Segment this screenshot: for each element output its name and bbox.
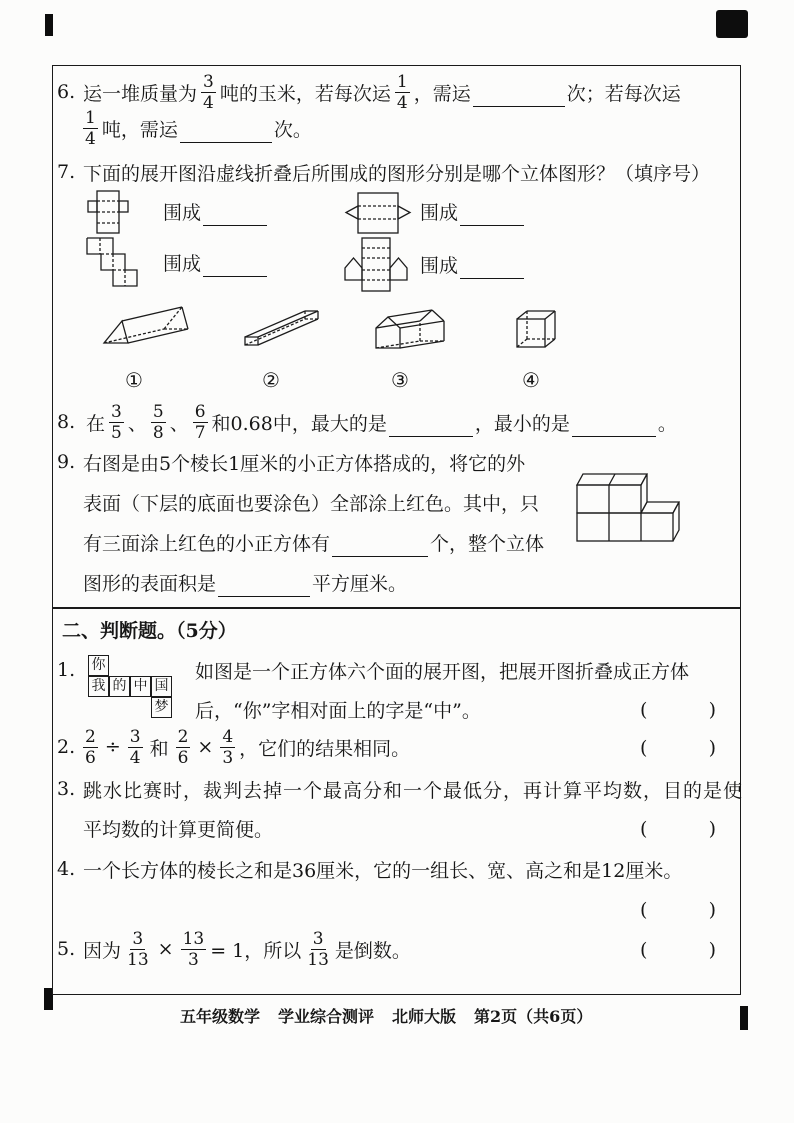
q9-text-4a: 图形的表面积是 bbox=[83, 572, 217, 595]
q9-line-3 bbox=[83, 522, 544, 562]
q6-answer-blank-2 bbox=[180, 118, 272, 143]
q8-text-b: 和0.68中，最大的是 bbox=[211, 412, 387, 435]
net-figure-c bbox=[85, 236, 139, 290]
q9-number: 9. bbox=[57, 451, 76, 473]
net-d-answer bbox=[420, 244, 526, 284]
net-cell-wo: 我 bbox=[88, 676, 109, 697]
q9-line-1 bbox=[57, 442, 525, 482]
j3-text-2: 平均数的计算更简便。 bbox=[83, 818, 274, 841]
q9-text-3a: 有三面涂上红色的小正方体有 bbox=[83, 532, 331, 555]
solid-label-4: ④ bbox=[522, 368, 540, 392]
footer-page-number: 第2页（共6页） bbox=[474, 1006, 593, 1026]
q6-number: 6. bbox=[57, 81, 76, 103]
j3-text-1: 跳水比赛时，裁判去掉一个最高分和一个最低分，再计算平均数，目的是使 bbox=[83, 779, 744, 802]
j2-and: 和 bbox=[149, 737, 169, 760]
q8-text-a: 在 bbox=[86, 412, 106, 435]
j3-line-1 bbox=[57, 769, 743, 809]
net-a-label: 围成 bbox=[163, 201, 202, 224]
net-cell-de: 的 bbox=[109, 676, 130, 697]
q6-text-b: 吨的玉米，若每次运 bbox=[219, 82, 391, 105]
q8-separator-2: 、 bbox=[169, 412, 189, 435]
j2-fraction-1: $\frac{2}{6}$ bbox=[85, 726, 96, 768]
registration-mark-top-right bbox=[716, 10, 748, 38]
net-cell-ni: 你 bbox=[88, 655, 109, 676]
net-b-answer bbox=[420, 191, 526, 231]
registration-mark-top-left bbox=[45, 14, 53, 36]
net-a-blank bbox=[203, 201, 267, 226]
net-figure-a bbox=[85, 188, 135, 236]
j5-fraction-1: $\frac{3}{13}$ bbox=[127, 928, 149, 970]
j2-text: ，它们的结果相同。 bbox=[239, 737, 411, 760]
q9-text-4b: 平方厘米。 bbox=[312, 572, 408, 595]
j5-text-a: 因为 bbox=[83, 939, 122, 962]
solid-label-1: ① bbox=[125, 368, 143, 392]
q6-text-d: 次；若每次运 bbox=[566, 82, 681, 105]
q7-number: 7. bbox=[57, 161, 76, 183]
j5-fraction-3: $\frac{3}{13}$ bbox=[307, 928, 329, 970]
solid-triangular-prism bbox=[100, 303, 192, 349]
q8-separator-1: 、 bbox=[127, 412, 147, 435]
j2-line bbox=[57, 727, 410, 767]
q8-fraction-3: $\frac{6}{7}$ bbox=[194, 401, 206, 443]
q8-number: 8. bbox=[57, 411, 76, 433]
net-d-blank bbox=[460, 254, 524, 279]
q9-answer-blank-2 bbox=[218, 572, 310, 597]
j1-text-1: 如图是一个正方体六个面的展开图，把展开图折叠成正方体 bbox=[195, 660, 690, 683]
footer-test-name: 学业综合测评 bbox=[278, 1006, 375, 1026]
q6-line-2 bbox=[83, 108, 312, 148]
net-b-label: 围成 bbox=[420, 201, 459, 224]
j5-answer-parens: ( ) bbox=[640, 939, 716, 961]
solid-house-prism bbox=[372, 304, 450, 352]
j1-line-2 bbox=[195, 689, 481, 729]
q9-cube-stack-figure bbox=[573, 470, 683, 546]
j2-divide-sign: ÷ bbox=[104, 736, 121, 758]
j1-answer-parens: ( ) bbox=[640, 699, 716, 721]
j2-answer-parens: ( ) bbox=[640, 737, 716, 759]
q9-line-2 bbox=[83, 482, 539, 522]
j3-line-2 bbox=[83, 808, 273, 848]
net-cell-guo: 国 bbox=[151, 676, 172, 697]
q9-text-1: 右图是由5个棱长1厘米的小正方体搭成的，将它的外 bbox=[83, 452, 526, 475]
j1-text-2: 后，“你”字相对面上的字是“中”。 bbox=[195, 699, 481, 722]
net-figure-b bbox=[343, 190, 413, 236]
solid-label-2: ② bbox=[262, 368, 280, 392]
j5-fraction-2: $\frac{13}{3}$ bbox=[182, 928, 205, 970]
q8-text-c: ，最小的是 bbox=[474, 412, 570, 435]
j4-text: 一个长方体的棱长之和是36厘米，它的一组长、宽、高之和是12厘米。 bbox=[83, 859, 683, 882]
q8-fraction-1: $\frac{3}{5}$ bbox=[111, 401, 122, 443]
net-d-label: 围成 bbox=[420, 254, 459, 277]
j2-fraction-4: $\frac{4}{3}$ bbox=[222, 726, 234, 768]
j2-fraction-3: $\frac{2}{6}$ bbox=[177, 726, 189, 768]
j5-times-sign: × bbox=[157, 938, 174, 960]
net-figure-d bbox=[341, 236, 411, 294]
q6-fraction-1: $\frac{3}{4}$ bbox=[203, 71, 214, 113]
q6-fraction-2: $\frac{1}{4}$ bbox=[396, 71, 408, 113]
net-cell-zhong: 中 bbox=[130, 676, 151, 697]
j2-times-sign: × bbox=[197, 736, 214, 758]
j1-number: 1. bbox=[57, 659, 76, 681]
q9-answer-blank-1 bbox=[332, 532, 428, 557]
solid-label-3: ③ bbox=[391, 368, 409, 392]
cube-net-characters bbox=[88, 655, 178, 721]
net-c-label: 围成 bbox=[163, 252, 202, 275]
q9-text-2: 表面（下层的底面也要涂色）全部涂上红色。其中，只 bbox=[83, 492, 540, 515]
q7-line bbox=[57, 152, 710, 192]
j4-line bbox=[57, 849, 682, 889]
j2-fraction-2: $\frac{3}{4}$ bbox=[129, 726, 141, 768]
footer-edition: 北师大版 bbox=[392, 1006, 457, 1026]
j4-number: 4. bbox=[57, 858, 76, 880]
net-c-answer bbox=[163, 242, 269, 282]
q8-fraction-2: $\frac{5}{8}$ bbox=[152, 401, 164, 443]
solid-cube bbox=[515, 309, 559, 351]
j1-number-line bbox=[57, 650, 83, 690]
q6-text-f: 次。 bbox=[273, 118, 312, 141]
j5-line bbox=[57, 929, 411, 969]
q6-text-c: ，需运 bbox=[413, 82, 471, 105]
q7-text: 下面的展开图沿虚线折叠后所围成的图形分别是哪个立体图形？（填序号） bbox=[83, 162, 711, 185]
q6-line-1 bbox=[57, 72, 681, 112]
q8-text-d: 。 bbox=[657, 412, 677, 435]
q9-text-3b: 个，整个立体 bbox=[430, 532, 545, 555]
q8-answer-blank-2 bbox=[572, 412, 656, 437]
j2-number: 2. bbox=[57, 736, 76, 758]
page-footer bbox=[180, 1000, 592, 1030]
q8-line bbox=[57, 402, 677, 442]
net-cell-meng: 梦 bbox=[151, 697, 172, 718]
j5-number: 5. bbox=[57, 938, 76, 960]
j5-text-b: = 1，所以 bbox=[210, 939, 302, 962]
j3-answer-parens: ( ) bbox=[640, 818, 716, 840]
net-b-blank bbox=[460, 201, 524, 226]
q6-answer-blank-1 bbox=[473, 82, 565, 107]
j1-line-1 bbox=[195, 650, 689, 690]
j3-number: 3. bbox=[57, 778, 76, 800]
q9-line-4 bbox=[83, 562, 407, 602]
footer-grade: 五年级数学 bbox=[180, 1006, 261, 1026]
solid-flat-cuboid bbox=[243, 307, 323, 349]
registration-mark-bottom-right bbox=[740, 1006, 748, 1030]
q6-fraction-3: $\frac{1}{4}$ bbox=[85, 107, 96, 149]
j4-answer-parens: ( ) bbox=[640, 899, 716, 921]
net-c-blank bbox=[203, 252, 267, 277]
j5-text-c: 是倒数。 bbox=[334, 939, 411, 962]
q6-text-e: 吨，需运 bbox=[101, 118, 178, 141]
section-2-title: 二、判断题。（5分） bbox=[62, 619, 237, 642]
q6-text-a: 运一堆质量为 bbox=[83, 82, 198, 105]
q8-answer-blank-1 bbox=[389, 412, 473, 437]
net-a-answer bbox=[163, 191, 269, 231]
